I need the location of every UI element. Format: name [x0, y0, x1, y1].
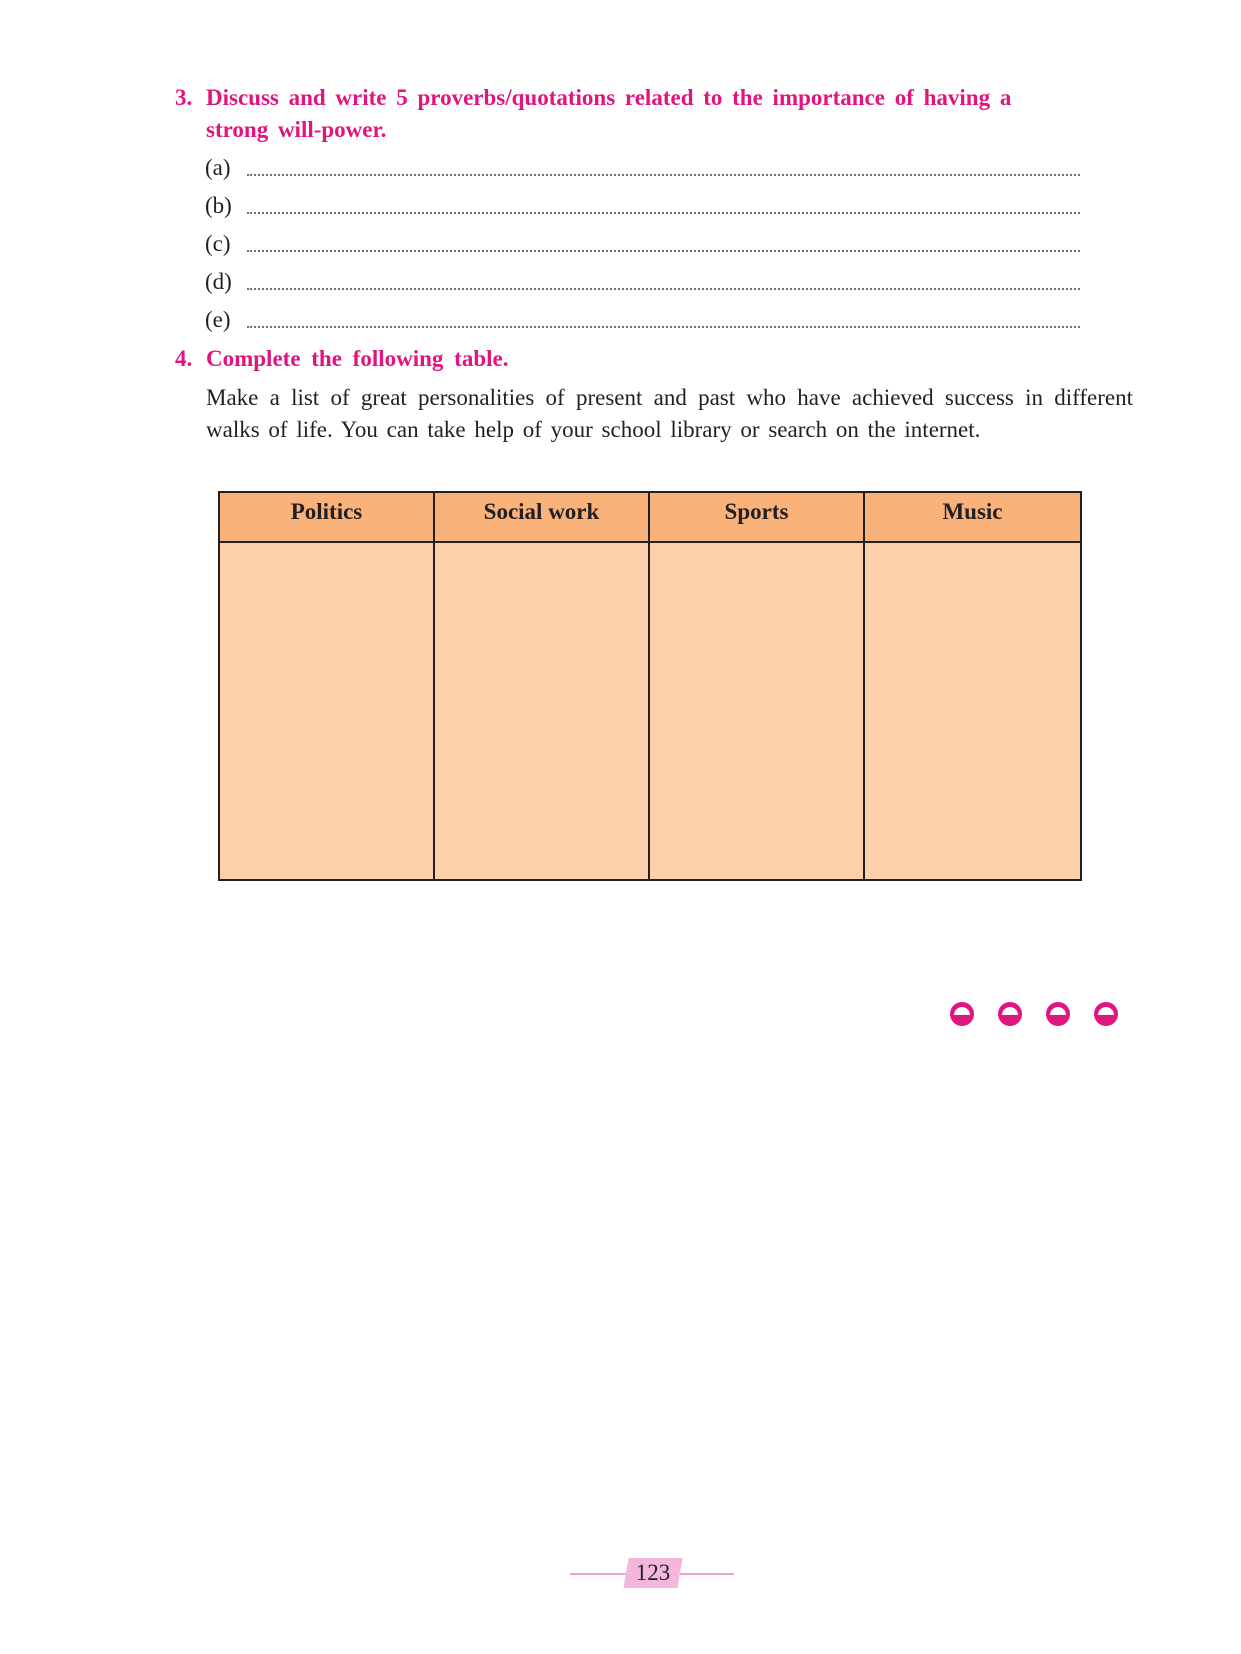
question-3-text-line1: Discuss and write 5 proverbs/quotations related to the importance of having a	[206, 85, 1012, 110]
question-4-heading	[175, 343, 508, 375]
table-cell-sports[interactable]	[650, 543, 865, 879]
answer-blank-a[interactable]	[205, 152, 1080, 184]
table-header-politics: Politics	[220, 493, 435, 543]
page-number-badge	[623, 1558, 682, 1588]
table-header-sports: Sports	[650, 493, 865, 543]
table-cell-social-work[interactable]	[435, 543, 650, 879]
page-number: 123	[635, 1560, 671, 1585]
page-number-block	[570, 1556, 734, 1592]
table-header-social-work: Social work	[435, 493, 650, 543]
question-3-number: 3.	[175, 85, 193, 110]
answer-label-e: (e)	[205, 307, 231, 332]
pink-dot-icon	[1094, 1002, 1118, 1026]
pink-circle-dots-icon	[950, 999, 1130, 1029]
question-4-number: 4.	[175, 346, 193, 371]
dotted-answer-line	[247, 174, 1080, 176]
answer-label-a: (a)	[205, 155, 231, 180]
table-cell-music[interactable]	[865, 543, 1080, 879]
question-3-heading	[175, 82, 1133, 146]
table-cell-politics[interactable]	[220, 543, 435, 879]
question-3-text-line2: strong will-power.	[206, 117, 387, 142]
answer-blank-d[interactable]	[205, 266, 1080, 298]
pink-dot-icon	[950, 1002, 974, 1026]
answer-blank-c[interactable]	[205, 228, 1080, 260]
table-header-music: Music	[865, 493, 1080, 543]
question-4-instructions: Make a list of great personalities of present and past who have achieved success in different walks of life. You can take help of your school library or search on the internet.	[206, 385, 1133, 442]
pink-dot-icon	[1046, 1002, 1070, 1026]
page-number-rule-left	[570, 1573, 626, 1575]
dotted-answer-line	[247, 288, 1080, 290]
personalities-table	[218, 491, 1082, 881]
answer-label-c: (c)	[205, 231, 231, 256]
answer-blank-b[interactable]	[205, 190, 1080, 222]
question-4-title: Complete the following table.	[206, 346, 509, 371]
answer-label-d: (d)	[205, 269, 232, 294]
dotted-answer-line	[247, 212, 1080, 214]
dotted-answer-line	[247, 250, 1080, 252]
pink-dot-icon	[998, 1002, 1022, 1026]
answer-blank-e[interactable]	[205, 304, 1080, 336]
dotted-answer-line	[247, 326, 1080, 328]
page-number-rule-right	[680, 1573, 734, 1575]
answer-label-b: (b)	[205, 193, 232, 218]
